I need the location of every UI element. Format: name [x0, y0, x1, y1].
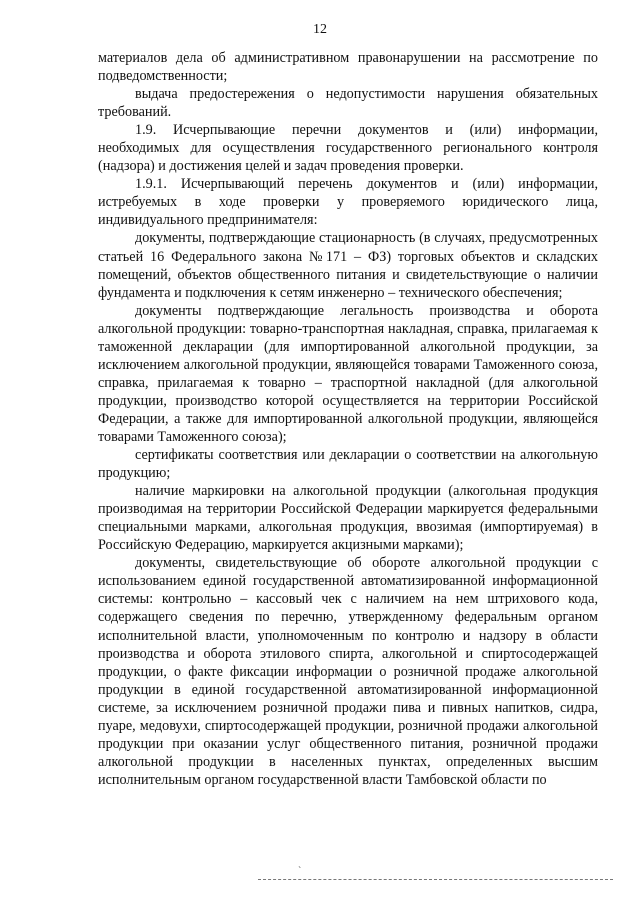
footer-divider: [258, 879, 613, 880]
paragraph-egais-documents: документы, свидетельствующие об обороте алкогольной продукции с использованием единой государственной автоматизированной информационной системы: контрольно – кассовый чек с наличием на нем штрихового кода, содержащего сведения по перечню, утвержденному федеральным органом исполнительной власти, уполномоченным по контролю и надзору в области производства и оборота этилового спирта, алкогольной и спиртосодержащей продукции, о факте фиксации информации о розничной продаже алкогольной продукции в единой государственной автоматизированной информационной системе, за исключением розничной продажи пива и пивных напитков, сидра, пуаре, медовухи, спиртосодержащей продукции, розничной продажи алкогольной продукции при оказании услуг общественного питания, розничной продажи алкогольной продукции в населенных пунктах, определенных высшим исполнительным органом государственной власти Тамбовской области по: [98, 555, 598, 788]
paragraph-marking: наличие маркировки на алкогольной продукции (алкогольная продукция производимая на территории Российской Федерации маркируется федеральными специальными марками, алкогольная продукция, ввозимая (импортируемая) в Российскую Федерацию, маркируется акцизными марками);: [98, 483, 598, 554]
paragraph-stationarity-documents: документы, подтверждающие стационарность (в случаях, предусмотренных статьей 16 Федерального закона №171 – ФЗ) торговых объектов и складских помещений, объектов общественного питания и свидетельствующие о наличии фундамента и подключения к сетям инженерно – технического обеспечения;: [98, 230, 598, 301]
paragraph-section-1-9-1: 1.9.1. Исчерпывающий перечень документов и (или) информации, истребуемых в ходе проверки у проверяемого юридического лица, индивидуального предпринимателя:: [98, 176, 598, 229]
paragraph-certificates: сертификаты соответствия или декларации о соответствии на алкогольную продукцию;: [98, 447, 598, 482]
paragraph-legality-documents: документы подтверждающие легальность производства и оборота алкогольной продукции: товарно-транспортная накладная, справка, прилагаемая к таможенной декларации (для импортированной алкогольной продукции, за исключением алкогольной продукции, являющейся товарами Таможенного союза, справка, прилагаемая к товарно – траспортной накладной (для алкогольной продукции, производство которой осуществляется на территории Российской Федерации, а также для импортированной алкогольной продукции, являющейся товарами Таможенного союза);: [98, 302, 598, 445]
paragraph-continuation: материалов дела об административном правонарушении на рассмотрение по подведомственности;: [98, 50, 598, 85]
page-number: 12: [313, 22, 327, 37]
paragraph-warning-issuance: выдача предостережения о недопустимости нарушения обязательных требований.: [98, 86, 598, 121]
scan-artifact-mark: `: [298, 866, 302, 877]
paragraph-section-1-9: 1.9. Исчерпывающие перечни документов и (или) информации, необходимых для осуществления государственного регионального контроля (надзора) и достижения целей и задач проведения проверки.: [98, 122, 598, 175]
document-body: [98, 49, 598, 789]
